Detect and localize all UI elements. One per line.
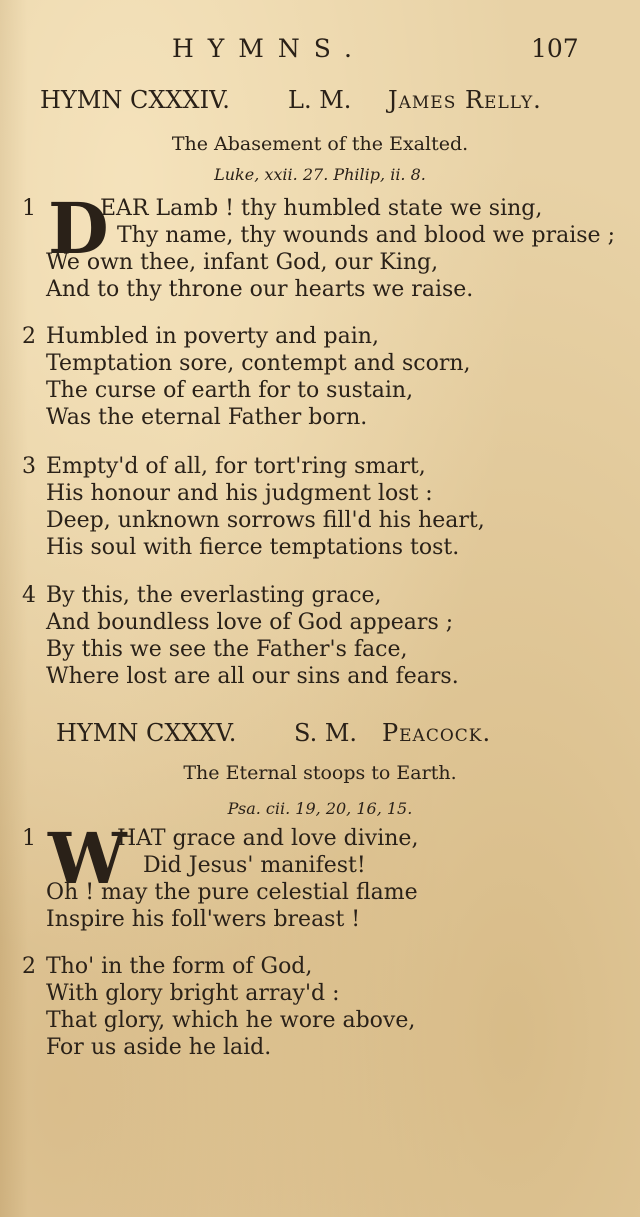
verse-line: Oh ! may the pure celestial flame <box>46 880 418 905</box>
verse-line: Temptation sore, contempt and scorn, <box>46 351 471 376</box>
verse-line: Did Jesus' manifest! <box>143 853 366 878</box>
hymn-number: HYMN CXXXV. <box>56 719 237 747</box>
stanza-number: 3 <box>22 454 36 479</box>
verse-line: That glory, which he wore above, <box>46 1008 416 1033</box>
scripture-reference: Psa. cii. 19, 20, 16, 15. <box>227 799 413 818</box>
verse-line: The curse of earth for to sustain, <box>46 378 414 403</box>
verse-line: Tho' in the form of God, <box>46 954 313 979</box>
hymn-author: James Relly. <box>388 86 542 114</box>
verse-line: Empty'd of all, for tort'ring smart, <box>46 454 426 479</box>
verse-line: And to thy throne our hearts we raise. <box>46 277 474 302</box>
hymn-meter: S. M. <box>294 719 358 747</box>
hymn-heading <box>40 86 560 120</box>
hymn-title: The Abasement of the Exalted. <box>171 133 469 155</box>
verse-line: By this, the everlasting grace, <box>46 583 382 608</box>
verse-line: By this we see the Father's face, <box>46 637 408 662</box>
verse-line: Inspire his foll'wers breast ! <box>46 907 361 932</box>
verse-line: For us aside he laid. <box>46 1035 272 1060</box>
running-head <box>0 30 640 70</box>
hymn-number: HYMN CXXXIV. <box>40 86 230 114</box>
stanza-number: 2 <box>22 954 36 979</box>
scripture-reference: Luke, xxii. 27. Philip, ii. 8. <box>214 165 426 184</box>
hymn-title: The Eternal stoops to Earth. <box>183 762 457 784</box>
verse-line: We own thee, infant God, our King, <box>46 250 439 275</box>
verse-line: Humbled in poverty and pain, <box>46 324 379 349</box>
hymn-meter: L. M. <box>288 86 352 114</box>
stanza-number: 4 <box>22 583 36 608</box>
verse-line: His soul with fierce temptations tost. <box>46 535 460 560</box>
page-number: 107 <box>531 34 579 63</box>
verse-line: Deep, unknown sorrows fill'd his heart, <box>46 508 485 533</box>
verse-line: Thy name, thy wounds and blood we praise ; <box>117 223 615 248</box>
verse-line: HAT grace and love divine, <box>117 826 419 851</box>
running-title: HYMNS. <box>172 34 366 63</box>
drop-cap: W <box>48 817 127 900</box>
verse-line: EAR Lamb ! thy humbled state we sing, <box>100 196 543 221</box>
stanza-number: 2 <box>22 324 36 349</box>
stanza-number: 1 <box>22 196 36 221</box>
verse-line: And boundless love of God appears ; <box>46 610 454 635</box>
drop-cap: D <box>48 187 109 270</box>
stanza-number: 1 <box>22 826 36 851</box>
verse-line: Where lost are all our sins and fears. <box>46 664 459 689</box>
hymn-heading <box>56 719 576 753</box>
hymn-author: Peacock. <box>382 719 492 747</box>
verse-line: With glory bright array'd : <box>46 981 340 1006</box>
verse-line: His honour and his judgment lost : <box>46 481 433 506</box>
verse-line: Was the eternal Father born. <box>46 405 368 430</box>
